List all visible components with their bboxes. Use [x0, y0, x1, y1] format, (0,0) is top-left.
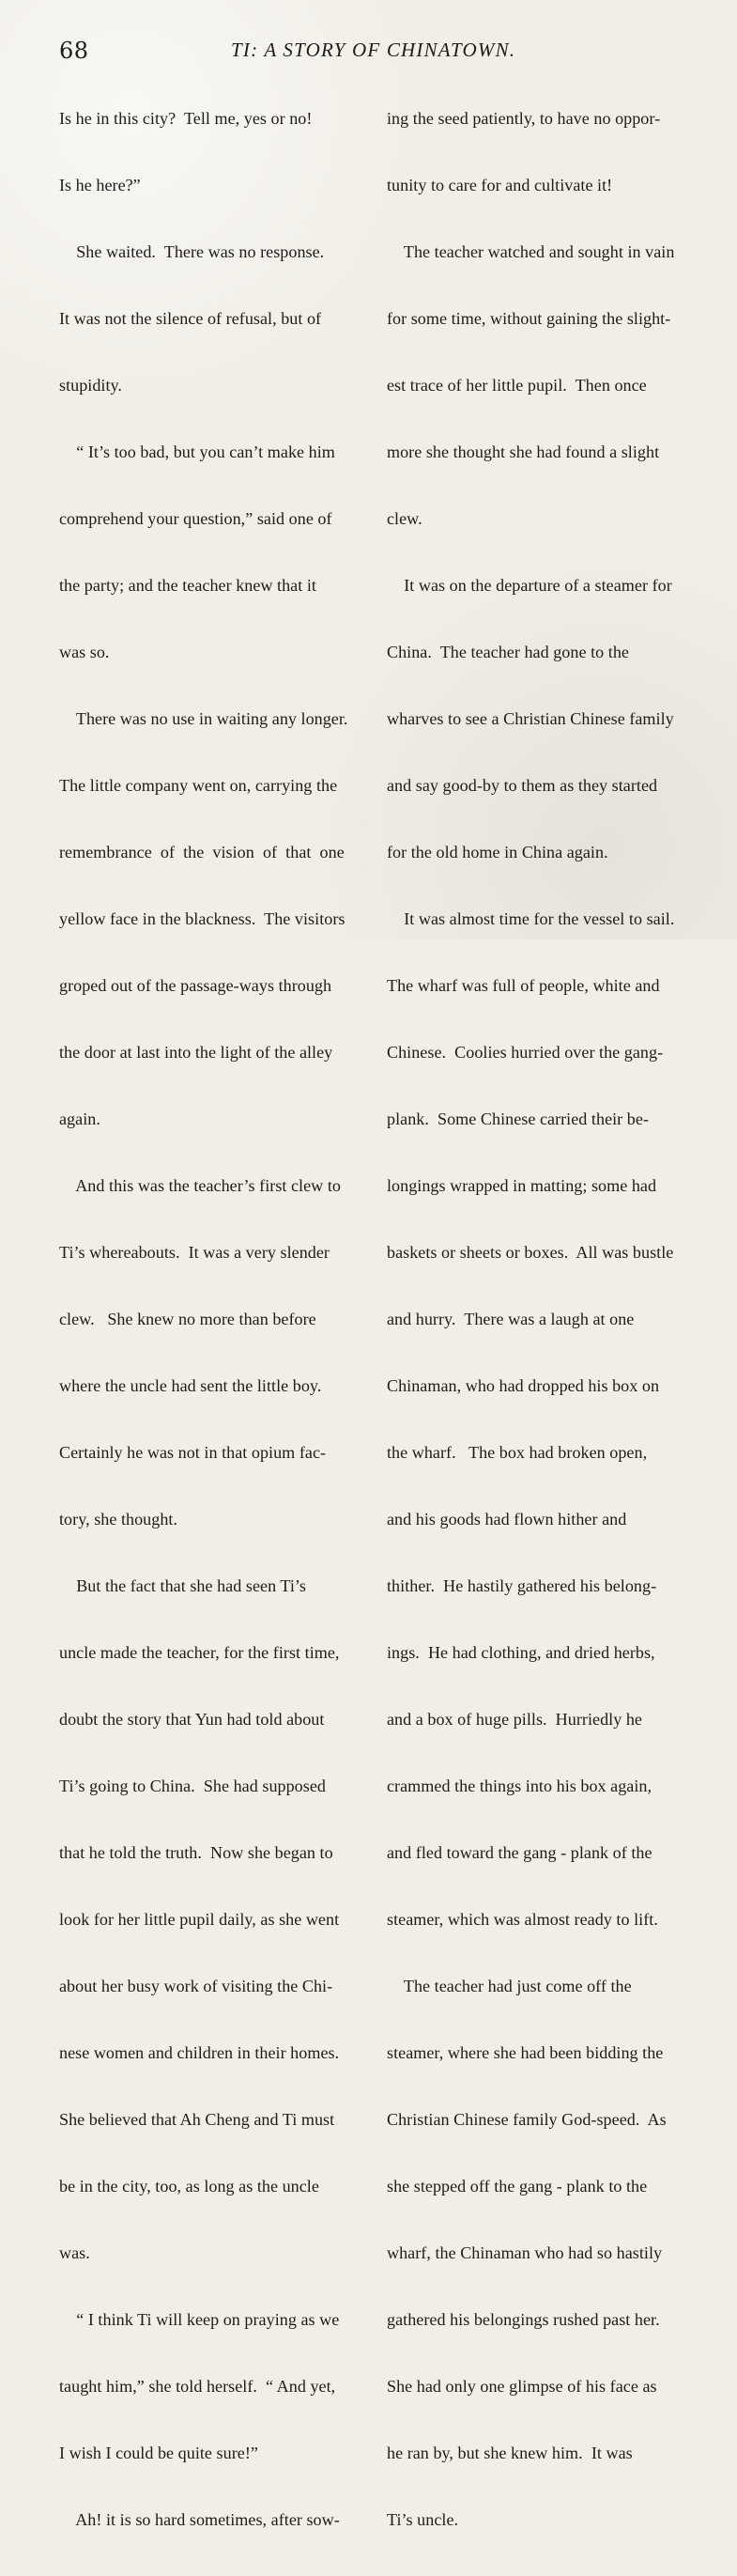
right-line: thither. He hastily gathered his belong- — [387, 1576, 657, 1596]
right-line: steamer, which was almost ready to lift. — [387, 1910, 658, 1930]
right-line: clew. — [387, 509, 422, 529]
right-line: tunity to care for and cultivate it! — [387, 176, 613, 195]
left-line: doubt the story that Yun had told about — [59, 1710, 325, 1730]
right-line: The wharf was full of people, white and — [387, 976, 660, 996]
right-line: the wharf. The box had broken open, — [387, 1443, 648, 1463]
left-line: She believed that Ah Cheng and Ti must — [59, 2110, 335, 2130]
right-line: more she thought she had found a slight — [387, 442, 660, 462]
right-line: she stepped off the gang - plank to the — [387, 2177, 648, 2196]
right-line: and a box of huge pills. Hurriedly he — [387, 1710, 642, 1730]
left-line: Ti’s going to China. She had supposed — [59, 1777, 326, 1796]
left-line: yellow face in the blackness. The visitors — [59, 909, 345, 929]
right-column — [387, 64, 695, 2576]
left-line: Ah! it is so hard sometimes, after sow- — [59, 2510, 340, 2530]
left-line: “ It’s too bad, but you can’t make him — [59, 442, 335, 462]
left-line: again. — [59, 1110, 100, 1129]
right-line: The teacher had just come off the — [387, 1977, 632, 1996]
left-line: was so. — [59, 643, 110, 662]
right-line: Chinese. Coolies hurried over the gang- — [387, 1043, 664, 1063]
right-line: crammed the things into his box again, — [387, 1777, 653, 1796]
left-line: stupidity. — [59, 376, 122, 396]
right-line: gathered his belongings rushed past her. — [387, 2310, 660, 2330]
left-line: Is he in this city? Tell me, yes or no! — [59, 109, 313, 129]
running-head: TI: A STORY OF CHINATOWN. — [231, 39, 516, 61]
left-line: “ I think Ti will keep on praying as we — [59, 2310, 340, 2330]
right-line: steamer, where she had been bidding the — [387, 2043, 664, 2063]
left-line: look for her little pupil daily, as she went — [59, 1910, 340, 1930]
page-number: 68 — [59, 38, 89, 64]
right-line: Chinaman, who had dropped his box on — [387, 1376, 660, 1396]
left-line: uncle made the teacher, for the first time, — [59, 1643, 340, 1663]
right-line: and fled toward the gang - plank of the — [387, 1843, 653, 1863]
right-line: Christian Chinese family God-speed. As — [387, 2110, 667, 2130]
left-line: Ti’s whereabouts. It was a very slender — [59, 1243, 330, 1263]
right-line: China. The teacher had gone to the — [387, 643, 629, 662]
left-line: taught him,” she told herself. “ And yet, — [59, 2377, 336, 2397]
left-line: Certainly he was not in that opium fac- — [59, 1443, 327, 1463]
left-line: And this was the teacher’s first clew to — [59, 1176, 341, 1196]
right-line: and his goods had flown hither and — [387, 1510, 627, 1529]
right-line: It was almost time for the vessel to sail. — [387, 909, 675, 929]
right-line: ings. He had clothing, and dried herbs, — [387, 1643, 655, 1663]
left-line: nese women and children in their homes. — [59, 2043, 340, 2063]
left-line: The little company went on, carrying the — [59, 776, 338, 796]
left-line: where the uncle had sent the little boy. — [59, 1376, 322, 1396]
right-line: for some time, without gaining the slight- — [387, 309, 671, 329]
left-line: was. — [59, 2243, 90, 2263]
right-line: wharf, the Chinaman who had so hastily — [387, 2243, 663, 2263]
left-line: that he told the truth. Now she began to — [59, 1843, 333, 1863]
left-line: There was no use in waiting any longer. — [59, 709, 348, 729]
left-line: be in the city, too, as long as the uncle — [59, 2177, 319, 2196]
right-line: The teacher watched and sought in vain — [387, 242, 675, 262]
right-line: Ti’s uncle. — [387, 2510, 459, 2530]
right-line: ing the seed patiently, to have no oppor- — [387, 109, 661, 129]
left-line: the party; and the teacher knew that it — [59, 576, 316, 596]
left-line: about her busy work of visiting the Chi- — [59, 1977, 333, 1996]
right-line: and say good-by to them as they started — [387, 776, 658, 796]
left-line: She waited. There was no response. — [59, 242, 325, 262]
left-line: groped out of the passage-ways through — [59, 976, 332, 996]
right-line: longings wrapped in matting; some had — [387, 1176, 657, 1196]
left-line: clew. She knew no more than before — [59, 1310, 316, 1329]
left-line: tory, she thought. — [59, 1510, 178, 1529]
left-line: It was not the silence of refusal, but of — [59, 309, 322, 329]
left-line: But the fact that she had seen Ti’s — [59, 1576, 306, 1596]
right-line: for the old home in China again. — [387, 843, 608, 862]
right-line: est trace of her little pupil. Then once — [387, 376, 647, 396]
right-line: he ran by, but she knew him. It was — [387, 2444, 633, 2463]
left-line: I wish I could be quite sure!” — [59, 2444, 258, 2463]
left-line: Is he here?” — [59, 176, 141, 195]
right-line: It was on the departure of a steamer for — [387, 576, 672, 596]
left-line: the door at last into the light of the alley — [59, 1043, 333, 1063]
left-line: remembrance of the vision of that one — [59, 843, 345, 862]
left-line: comprehend your question,” said one of — [59, 509, 332, 529]
right-line: She had only one glimpse of his face as — [387, 2377, 657, 2397]
right-line: and hurry. There was a laugh at one — [387, 1310, 635, 1329]
right-line: plank. Some Chinese carried their be- — [387, 1110, 649, 1129]
left-column — [59, 64, 367, 2576]
right-line: wharves to see a Christian Chinese family — [387, 709, 674, 729]
right-line: baskets or sheets or boxes. All was bustle — [387, 1243, 674, 1263]
